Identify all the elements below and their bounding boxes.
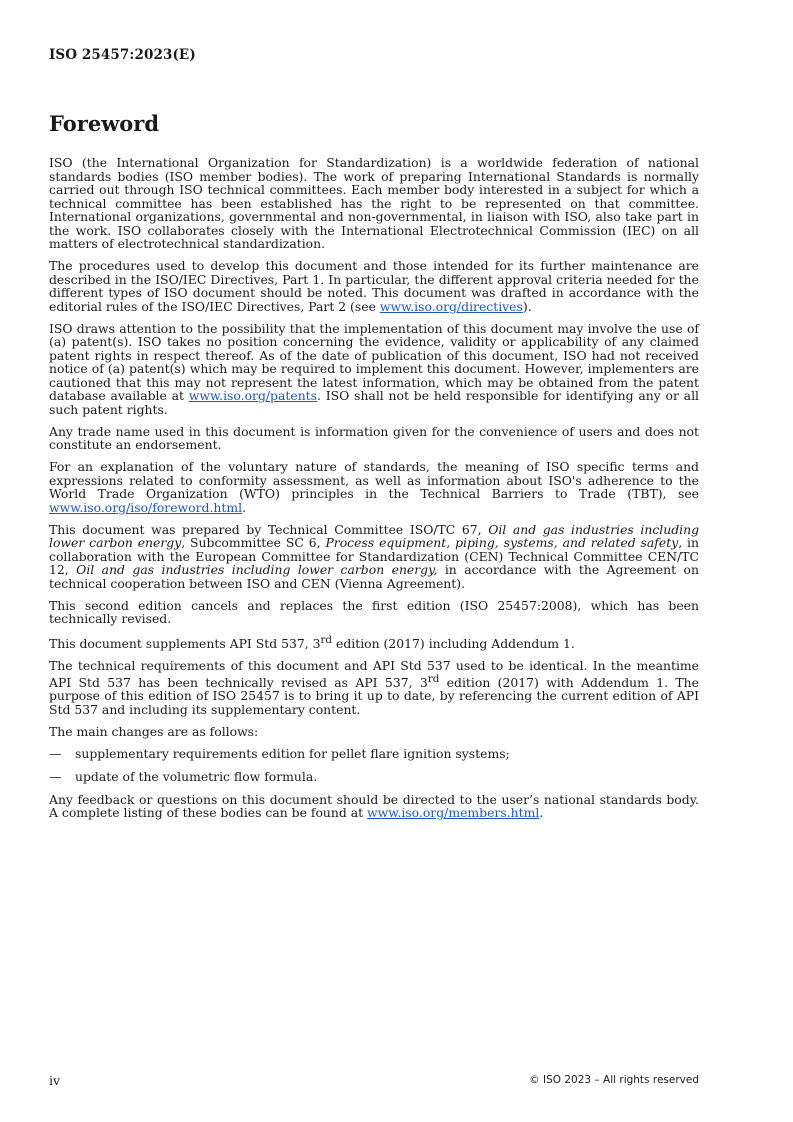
dash-marker: — [49,768,62,784]
patents-link[interactable]: www.iso.org/patents [188,388,318,403]
paragraph-main-changes: The main changes are as follows: [49,723,259,739]
list-item: — supplementary requirements edition for pellet flare ignition systems; [49,745,510,761]
paragraph-voluntary-nature: For an explanation of the voluntary nature of standards, the meaning of ISO specific terms and expressions related to conformity assessment, as well as information about ISO's adherence to the World Trade Organization (WTO) principles in the Technical Barriers to Trade (TBT), see www.iso.org/iso/foreword.html. [49,459,699,515]
document-id: ISO 25457:2023(E) [49,47,196,63]
paragraph-supplements: This document supplements API Std 537, 3rd edition (2017) including Addendum 1. [49,634,575,652]
paragraph-procedures: The procedures used to develop this document and those intended for its further maintenance are described in the ISO/IEC Directives, Part 1. In particular, the different approval criteria needed for the different types of ISO document should be noted. This document was drafted in accordance with the editorial rules of the ISO/IEC Directives, Part 2 (see www.iso.org/directives). [49,258,699,314]
foreword-body [49,156,699,828]
foreword-link[interactable]: www.iso.org/iso/foreword.html [49,499,243,515]
paragraph-trade-name: Any trade name used in this document is information given for the convenience of users and does not constitute an endorsement. [49,423,699,452]
paragraph-iso-intro: ISO (the International Organization for Standardization) is a worldwide federation of national standards bodies (ISO member bodies). The work of preparing International Standards is normally carried out through ISO technical committees. Each member body interested in a subject for which a technical committee has been established has the right to be represented on that committee. International organizations, governmental and non-governmental, in liaison with ISO, also take part in the work. ISO collaborates closely with the International Electrotechnical Commission (IEC) on all matters of electrotechnical standardization. [49,155,699,251]
copyright-notice: © ISO 2023 – All rights reserved [529,1074,699,1086]
list-item: — update of the volumetric flow formula. [49,768,318,784]
directives-link[interactable]: www.iso.org/directives [379,298,523,314]
page-number: iv [49,1073,61,1088]
paragraph-feedback: Any feedback or questions on this document should be directed to the user’s national standards body. A complete listing of these bodies can be found at www.iso.org/members.html. [49,791,699,821]
dash-marker: — [49,745,62,761]
paragraph-patents: ISO draws attention to the possibility that the implementation of this document may involve the use of (a) patent(s). ISO takes no position concerning the evidence, validity or applicability of any claimed patent rights in respect thereof. As of the date of publication of this document, ISO had not received notice of (a) patent(s) which may be required to implement this document. However, implementers are cautioned that this may not represent the latest information, which may be obtained from the patent database available at www.iso.org/patents. ISO shall not be held responsible for identifying any or all such patent rights. [49,320,699,417]
paragraph-committee: This document was prepared by Technical Committee ISO/TC 67, Oil and gas industries including lower carbon energy, Subcommittee SC 6, Process equipment, piping, systems, and related safety, in collaboration with the European Committee for Standardization (CEN) Technical Committee CEN/TC 12, Oil and gas industries including lower carbon energy, in accordance with the Agreement on technical cooperation between ISO and CEN (Vienna Agreement). [49,521,700,591]
paragraph-technical-requirements: The technical requirements of this document and API Std 537 used to be identical. In the meantime API Std 537 has been technically revised as API 537, 3rd edition (2017) with Addendum 1. The purpose of this edition of ISO 25457 is to bring it up to date, by referencing the current edition of API Std 537 and including its supplementary content. [49,658,699,717]
paragraph-edition: This second edition cancels and replaces the first edition (ISO 25457:2008), which has been technically revised. [49,597,699,626]
members-link[interactable]: www.iso.org/members.html [367,805,540,821]
page-title: Foreword [49,111,160,136]
